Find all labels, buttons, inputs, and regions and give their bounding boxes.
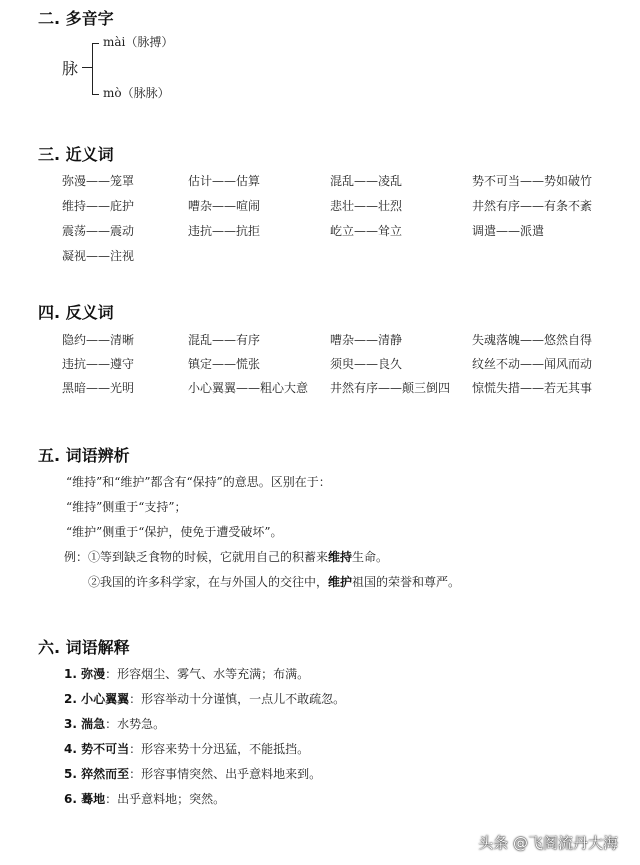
word-pair: 屹立——耸立 xyxy=(330,224,403,238)
word-pair: 弥漫——笼罩 xyxy=(62,174,135,188)
polyphone-char: 脉 xyxy=(62,59,79,78)
definition: ：水势急。 xyxy=(105,717,166,731)
analysis-line: “维持”和“维护”都含有“保持”的意思。区别在于： xyxy=(66,475,331,489)
word-pair: 违抗——抗拒 xyxy=(188,224,261,238)
section-heading-word-analysis: 五. 词语辨析 xyxy=(38,446,130,465)
term: 3. 湍急 xyxy=(64,717,106,731)
example-text: 祖国的荣誉和尊严。 xyxy=(352,575,461,589)
definition: ：形容来势十分迅猛，不能抵挡。 xyxy=(129,742,310,756)
explanation-item xyxy=(64,765,321,782)
word-pair: 嘈杂——喧闹 xyxy=(188,199,261,213)
example-text: 例：①等到缺乏食物的时候，它就用自己的积蓄来 xyxy=(64,550,329,564)
definition: ：形容举动十分谨慎，一点儿不敢疏忽。 xyxy=(129,692,346,706)
word-pair: 嘈杂——清静 xyxy=(330,333,403,347)
word-pair: 井然有序——颠三倒四 xyxy=(330,381,451,395)
explanation-item xyxy=(64,740,309,757)
word-pair: 小心翼翼——粗心大意 xyxy=(188,381,309,395)
word-pair: 黑暗——光明 xyxy=(62,381,135,395)
word-pair: 调遣——派遣 xyxy=(472,224,545,238)
word-pair: 混乱——凌乱 xyxy=(330,174,403,188)
reading-1: mài（脉搏） xyxy=(103,35,174,49)
example-keyword: 维护 xyxy=(328,575,353,589)
definition: ：出乎意料地；突然。 xyxy=(105,792,226,806)
word-pair: 估计——估算 xyxy=(188,174,261,188)
term: 5. 猝然而至 xyxy=(64,767,130,781)
word-pair: 违抗——遵守 xyxy=(62,357,135,371)
watermark: 头条 @飞阁流丹大海 xyxy=(478,834,618,852)
word-pair: 混乱——有序 xyxy=(188,333,261,347)
brace xyxy=(92,43,99,95)
section-heading-polyphone: 二. 多音字 xyxy=(38,9,114,28)
word-pair: 隐约——清晰 xyxy=(62,333,135,347)
example-keyword: 维持 xyxy=(328,550,353,564)
term: 6. 蓦地 xyxy=(64,792,106,806)
example-2 xyxy=(88,573,460,590)
section-heading-antonyms: 四. 反义词 xyxy=(38,303,114,322)
word-pair: 震荡——震动 xyxy=(62,224,135,238)
word-pair: 势不可当——势如破竹 xyxy=(472,174,593,188)
explanation-item xyxy=(64,790,225,807)
example-1 xyxy=(64,548,388,565)
brace-tick xyxy=(82,67,92,68)
word-pair: 纹丝不动——闻风而动 xyxy=(472,357,593,371)
section-heading-word-explanation: 六. 词语解释 xyxy=(38,638,130,657)
section-heading-synonyms: 三. 近义词 xyxy=(38,145,114,164)
analysis-line: “维持”侧重于“支持”； xyxy=(66,500,187,514)
explanation-item xyxy=(64,690,345,707)
word-pair: 井然有序——有条不紊 xyxy=(472,199,593,213)
word-pair: 失魂落魄——悠然自得 xyxy=(472,333,593,347)
word-pair: 悲壮——壮烈 xyxy=(330,199,403,213)
term: 1. 弥漫 xyxy=(64,667,106,681)
word-pair: 须臾——良久 xyxy=(330,357,403,371)
word-pair: 维持——庇护 xyxy=(62,199,135,213)
definition: ：形容事情突然、出乎意料地来到。 xyxy=(129,767,322,781)
example-text: 生命。 xyxy=(352,550,389,564)
term: 2. 小心翼翼 xyxy=(64,692,130,706)
explanation-item xyxy=(64,715,165,732)
word-pair: 凝视——注视 xyxy=(62,249,135,263)
word-pair: 镇定——慌张 xyxy=(188,357,261,371)
definition: ：形容烟尘、雾气、水等充满；布满。 xyxy=(105,667,310,681)
reading-2: mò（脉脉） xyxy=(103,86,170,100)
example-text: ②我国的许多科学家，在与外国人的交往中， xyxy=(88,575,329,589)
explanation-item xyxy=(64,665,309,682)
term: 4. 势不可当 xyxy=(64,742,130,756)
word-pair: 惊慌失措——若无其事 xyxy=(472,381,593,395)
analysis-line: “维护”侧重于“保护，使免于遭受破坏”。 xyxy=(66,525,283,539)
